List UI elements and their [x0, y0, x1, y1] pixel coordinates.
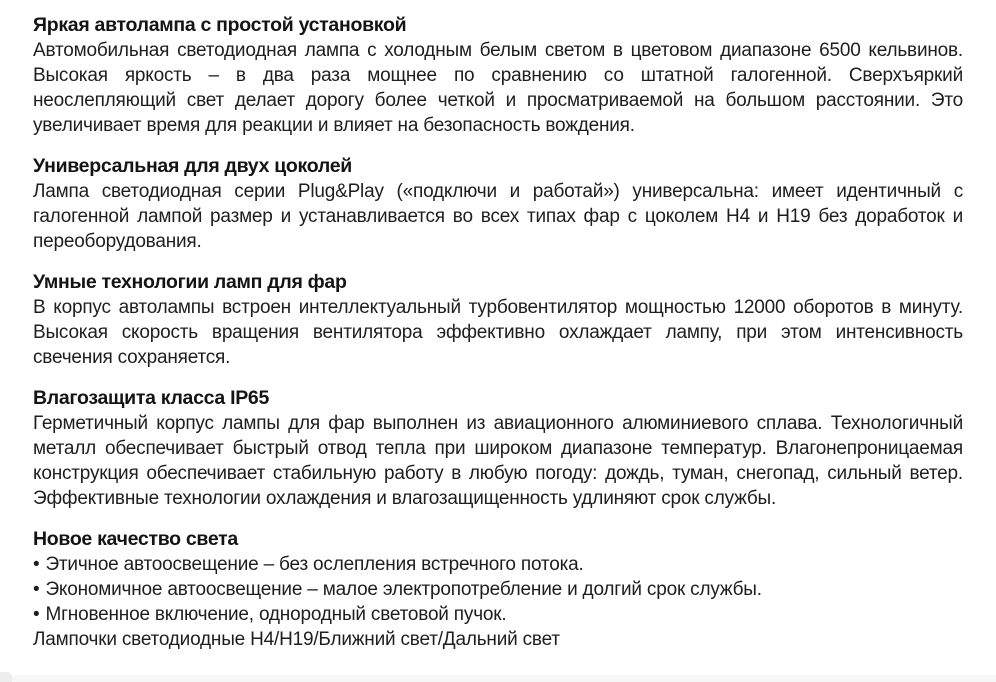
- bullet-item: [33, 552, 963, 577]
- section-title: Новое качество света: [33, 528, 238, 550]
- section-title: Универсальная для двух цоколей: [33, 155, 352, 177]
- section-paragraph: Лампа светодиодная серии Plug&Play («подключи и работай») универсальна: имеет идентичный с галогенной лампой размер и устанавливается во всех типах фар с цоколем H4 и H19 без доработок и переоборудования.: [33, 181, 963, 252]
- section-paragraph: Автомобильная светодиодная лампа с холодным белым светом в цветовом диапазоне 6500 кельвинов. Высокая яркость – в два раза мощнее по сравнению со штатной галогенной. Сверхъяркий неослепляющий свет делает дорогу более четкой и просматриваемой на большом расстоянии. Это увеличивает время для реакции и влияет на безопасность вождения.: [33, 40, 963, 136]
- bullet-marker: •: [33, 579, 40, 600]
- section-title: Яркая автолампа с простой установкой: [33, 14, 407, 36]
- bullet-text: Мгновенное включение, однородный световой пучок.: [45, 604, 507, 625]
- bottom-corner-notch: [0, 672, 12, 682]
- bullet-marker: •: [33, 554, 40, 575]
- section-paragraph: В корпус автолампы встроен интеллектуальный турбовентилятор мощностью 12000 оборотов в минуту. Высокая скорость вращения вентилятора эффективно охлаждает лампу, при этом интенсивность свечения сохраняется.: [33, 297, 963, 368]
- section-smart-technology: [33, 270, 963, 370]
- product-title-line: Лампочки светодиодные H4/H19/Ближний свет/Дальний свет: [33, 629, 560, 650]
- bullet-text: Этичное автоосвещение – без ослепления встречного потока.: [45, 554, 584, 575]
- section-new-light-quality: [33, 527, 963, 652]
- bullet-item: [33, 602, 963, 627]
- bullet-text: Экономичное автоосвещение – малое электропотребление и долгий срок службы.: [45, 579, 762, 600]
- bottom-edge-strip: [0, 675, 996, 682]
- section-moisture-protection: [33, 386, 963, 511]
- section-paragraph: Герметичный корпус лампы для фар выполнен из авиационного алюминиевого сплава. Технологичный металл обеспечивает быстрый отвод тепла при широком диапазоне температур. Влагонепроницаемая конструкция обеспечивает стабильную работу в любую погоду: дождь, туман, снегопад, сильный ветер. Эффективные технологии охлаждения и влагозащищенность удлиняют срок службы.: [33, 413, 963, 509]
- section-title: Влагозащита класса IP65: [33, 387, 270, 409]
- section-title: Умные технологии ламп для фар: [33, 271, 347, 293]
- bullet-marker: •: [33, 604, 40, 625]
- section-bright-lamp: [33, 13, 963, 138]
- bullet-item: [33, 577, 963, 602]
- section-universal-socket: [33, 154, 963, 254]
